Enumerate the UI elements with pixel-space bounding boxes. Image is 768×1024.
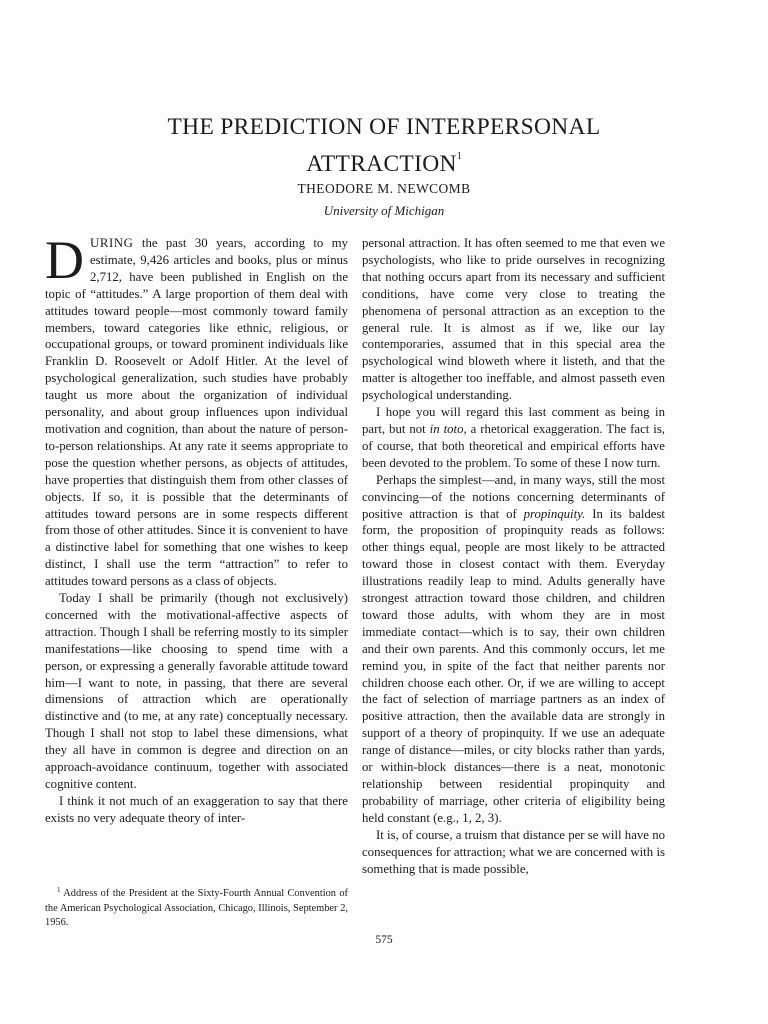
page-number: 575 (375, 934, 393, 946)
drop-cap: D (45, 230, 84, 290)
paragraph-3: I think it not much of an exaggeration to say that there exists no very adequate theory of inter- (45, 793, 348, 825)
article-title (60, 112, 708, 179)
paragraph-5-text-a: I hope you will regard this last comment as being in part, but not (362, 405, 665, 436)
footnote-body: Address of the President at the Sixty-Fourth Annual Convention of the American Psychological Association, Chicago, Illinois, September 2, 1956. (45, 888, 348, 929)
paragraph-6 (362, 472, 665, 827)
paragraph-1 (45, 230, 348, 590)
paragraph-5-emphasis: in toto, (429, 421, 467, 436)
title-line-1: THE PREDICTION OF INTERPERSONAL (167, 114, 601, 140)
paragraph-6-text-b: In its baldest form, the proposition of propinquity reads as follows: other things equal, people are most likely to be attracted toward those in closest contact with them. Everyday illustrations readily leap to mind. Adults generally have strongest attraction toward those children, and children toward those adults, with whom they are in most immediate contact—which is to say, their own children and their own parents. And this commonly occurs, let me remind you, in spite of the fact that neither parents nor children choose each other. Or, if we are willing to accept the fact of selection of marriage partners as an index of positive attraction, then the available data are strongly in support of a theory of propinquity. If we use an adequate range of distance—miles, or city blocks rather than yards, or within-block distances—there is a neat, monotonic relationship between residential propinquity and probability of marriage, other criteria of eligibility being held constant (e.g., 1, 2, 3). (362, 506, 665, 825)
title-footnote-mark: 1 (456, 151, 462, 162)
paragraph-5-text-b: a rhetorical exaggeration. The fact is, of course, that both theoretical and empirical efforts have been devoted to the problem. To some of these I now turn. (362, 421, 665, 470)
footnote-mark: 1 (57, 886, 61, 894)
footnote (45, 883, 348, 931)
paragraph-5 (362, 404, 665, 472)
paragraph-6-text-a: Perhaps the simplest—and, in many ways, still the most convincing—of the notions concerning determinants of positive attraction is that of (362, 472, 665, 521)
paragraph-2: Today I shall be primarily (though not exclusively) concerned with the motivational-affective aspects of attraction. Though I shall be referring mostly to its simpler manifestations—like choosing to spend time with a person, or expressing a generally favorable attitude toward him—I want to note, in passing, that there are several dimensions of attraction which are operationally distinctive and (to me, at any rate) conceptually necessary. Though I shall not stop to label these dimensions, what they all have in common is degree and direction on an approach-avoidance continuum, together with associated cognitive content. (45, 591, 348, 791)
paragraph-6-emphasis: propinquity. (523, 506, 586, 521)
right-column (362, 235, 665, 877)
author-affiliation: University of Michigan (323, 203, 445, 218)
paragraph-4: personal attraction. It has often seemed to me that even we psychologists, who like to pride ourselves in recognizing that nothing occurs apart from its necessary and sufficient conditions, have come very close to treating the phenomena of personal attraction as an exception to the general rule. It is almost as if we, like our lay contemporaries, assumed that in this special area the psychological wind bloweth where it listeth, and that the matter is altogether too ineffable, and almost passeth even psychological understanding. (362, 236, 665, 403)
footnote-text (45, 883, 348, 931)
author-name: THEODORE M. NEWCOMB (297, 181, 471, 196)
paragraph-7: It is, of course, a truism that distance per se will have no consequences for attraction; what we are concerned with is something that is made possible, (362, 827, 665, 876)
lead-caps: URING (90, 236, 134, 250)
title-line-2: ATTRACTION (306, 151, 457, 177)
left-column (45, 230, 348, 827)
paragraph-1-text: the past 30 years, according to my estimate, 9,426 articles and books, plus or minus 2,712, have been published in English on the topic of “attitudes.” A large proportion of them deal with attitudes toward people—most commonly toward family members, toward categories like ethnic, religious, or occupational groups, or toward prominent individuals like Franklin D. Roosevelt or Adolf Hitler. At the level of psychological generalization, such studies have probably taught us more about the organization of individual personality, and about group influences upon individual motivation and cognition, than about the nature of person-to-person relationships. At any rate it seems appropriate to pose the question whether persons, as objects of attitudes, have properties that distinguish them from other classes of objects. If so, it is possible that the determinants of attitudes toward persons are in some respects different from those of other attitudes. Since it is convenient to have a distinctive label for something that one wishes to keep distinct, I shall use the term “attraction” to refer to attitudes toward persons as a class of objects. (45, 236, 348, 589)
